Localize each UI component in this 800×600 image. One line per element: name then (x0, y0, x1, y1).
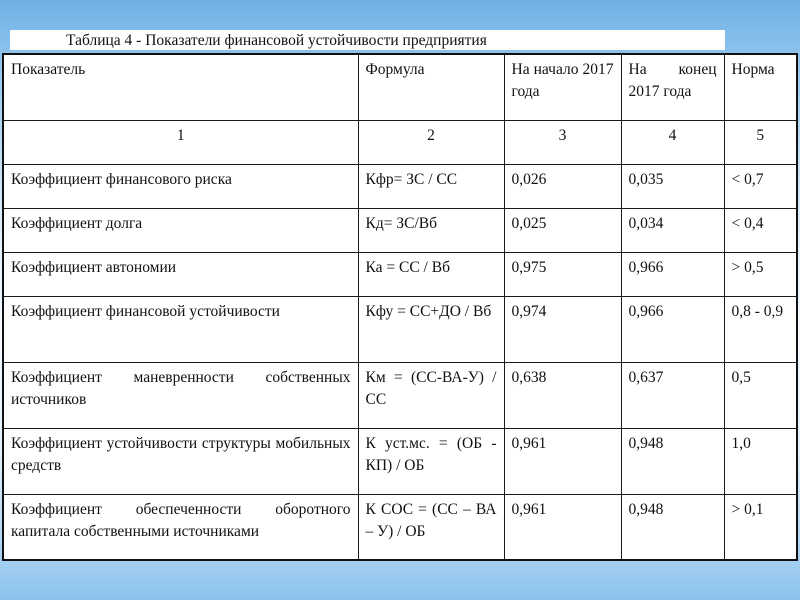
norm-value: < 0,4 (724, 208, 797, 252)
header-norm: Норма (724, 54, 797, 120)
table-row (3, 362, 797, 428)
header-start-2017: На начало 2017 года (504, 54, 621, 120)
norm-value: 1,0 (724, 428, 797, 494)
value-start: 0,638 (504, 362, 621, 428)
value-end: 0,948 (621, 428, 724, 494)
column-number: 3 (504, 120, 621, 164)
indicator-name: Коэффициент финансового риска (3, 164, 358, 208)
indicator-name: Коэффициент долга (3, 208, 358, 252)
column-number: 2 (358, 120, 504, 164)
indicator-formula: Ка = СС / Вб (358, 252, 504, 296)
indicator-name: Коэффициент автономии (3, 252, 358, 296)
value-start: 0,961 (504, 428, 621, 494)
norm-value: > 0,1 (724, 494, 797, 560)
indicator-name: Коэффициент финансовой устойчивости (3, 296, 358, 362)
value-start: 0,974 (504, 296, 621, 362)
table-row (3, 208, 797, 252)
norm-value: > 0,5 (724, 252, 797, 296)
header-formula: Формула (358, 54, 504, 120)
value-end: 0,948 (621, 494, 724, 560)
column-number: 4 (621, 120, 724, 164)
value-end: 0,035 (621, 164, 724, 208)
header-indicator: Показатель (3, 54, 358, 120)
table-row (3, 494, 797, 560)
table-row (3, 164, 797, 208)
column-number-row (3, 120, 797, 164)
table-row (3, 252, 797, 296)
value-start: 0,975 (504, 252, 621, 296)
value-end: 0,637 (621, 362, 724, 428)
indicator-formula: Км = (СС-ВА-У) / СС (358, 362, 504, 428)
indicator-name: Коэффициент маневренности собственных источников (3, 362, 358, 428)
indicator-name: Коэффициент устойчивости структуры мобильных средств (3, 428, 358, 494)
value-start: 0,026 (504, 164, 621, 208)
financial-stability-table (2, 53, 798, 561)
norm-value: < 0,7 (724, 164, 797, 208)
norm-value: 0,8 - 0,9 (724, 296, 797, 362)
indicator-formula: К уст.мс. = (ОБ - КП) / ОБ (358, 428, 504, 494)
column-number: 5 (724, 120, 797, 164)
table-row (3, 296, 797, 362)
table-row (3, 428, 797, 494)
column-number: 1 (3, 120, 358, 164)
indicator-formula: К СОС = (СС – ВА – У) / ОБ (358, 494, 504, 560)
indicator-formula: Кфр= ЗС / СС (358, 164, 504, 208)
indicator-formula: Кд= ЗС/Вб (358, 208, 504, 252)
indicator-name: Коэффициент обеспеченности оборотного капитала собственными источниками (3, 494, 358, 560)
value-end: 0,966 (621, 296, 724, 362)
value-end: 0,034 (621, 208, 724, 252)
indicator-formula: Кфу = СС+ДО / Вб (358, 296, 504, 362)
value-end: 0,966 (621, 252, 724, 296)
header-row (3, 54, 797, 120)
value-start: 0,961 (504, 494, 621, 560)
header-end-2017: На конец 2017 года (621, 54, 724, 120)
table-caption: Таблица 4 - Показатели финансовой устойчивости предприятия (10, 30, 725, 50)
value-start: 0,025 (504, 208, 621, 252)
norm-value: 0,5 (724, 362, 797, 428)
